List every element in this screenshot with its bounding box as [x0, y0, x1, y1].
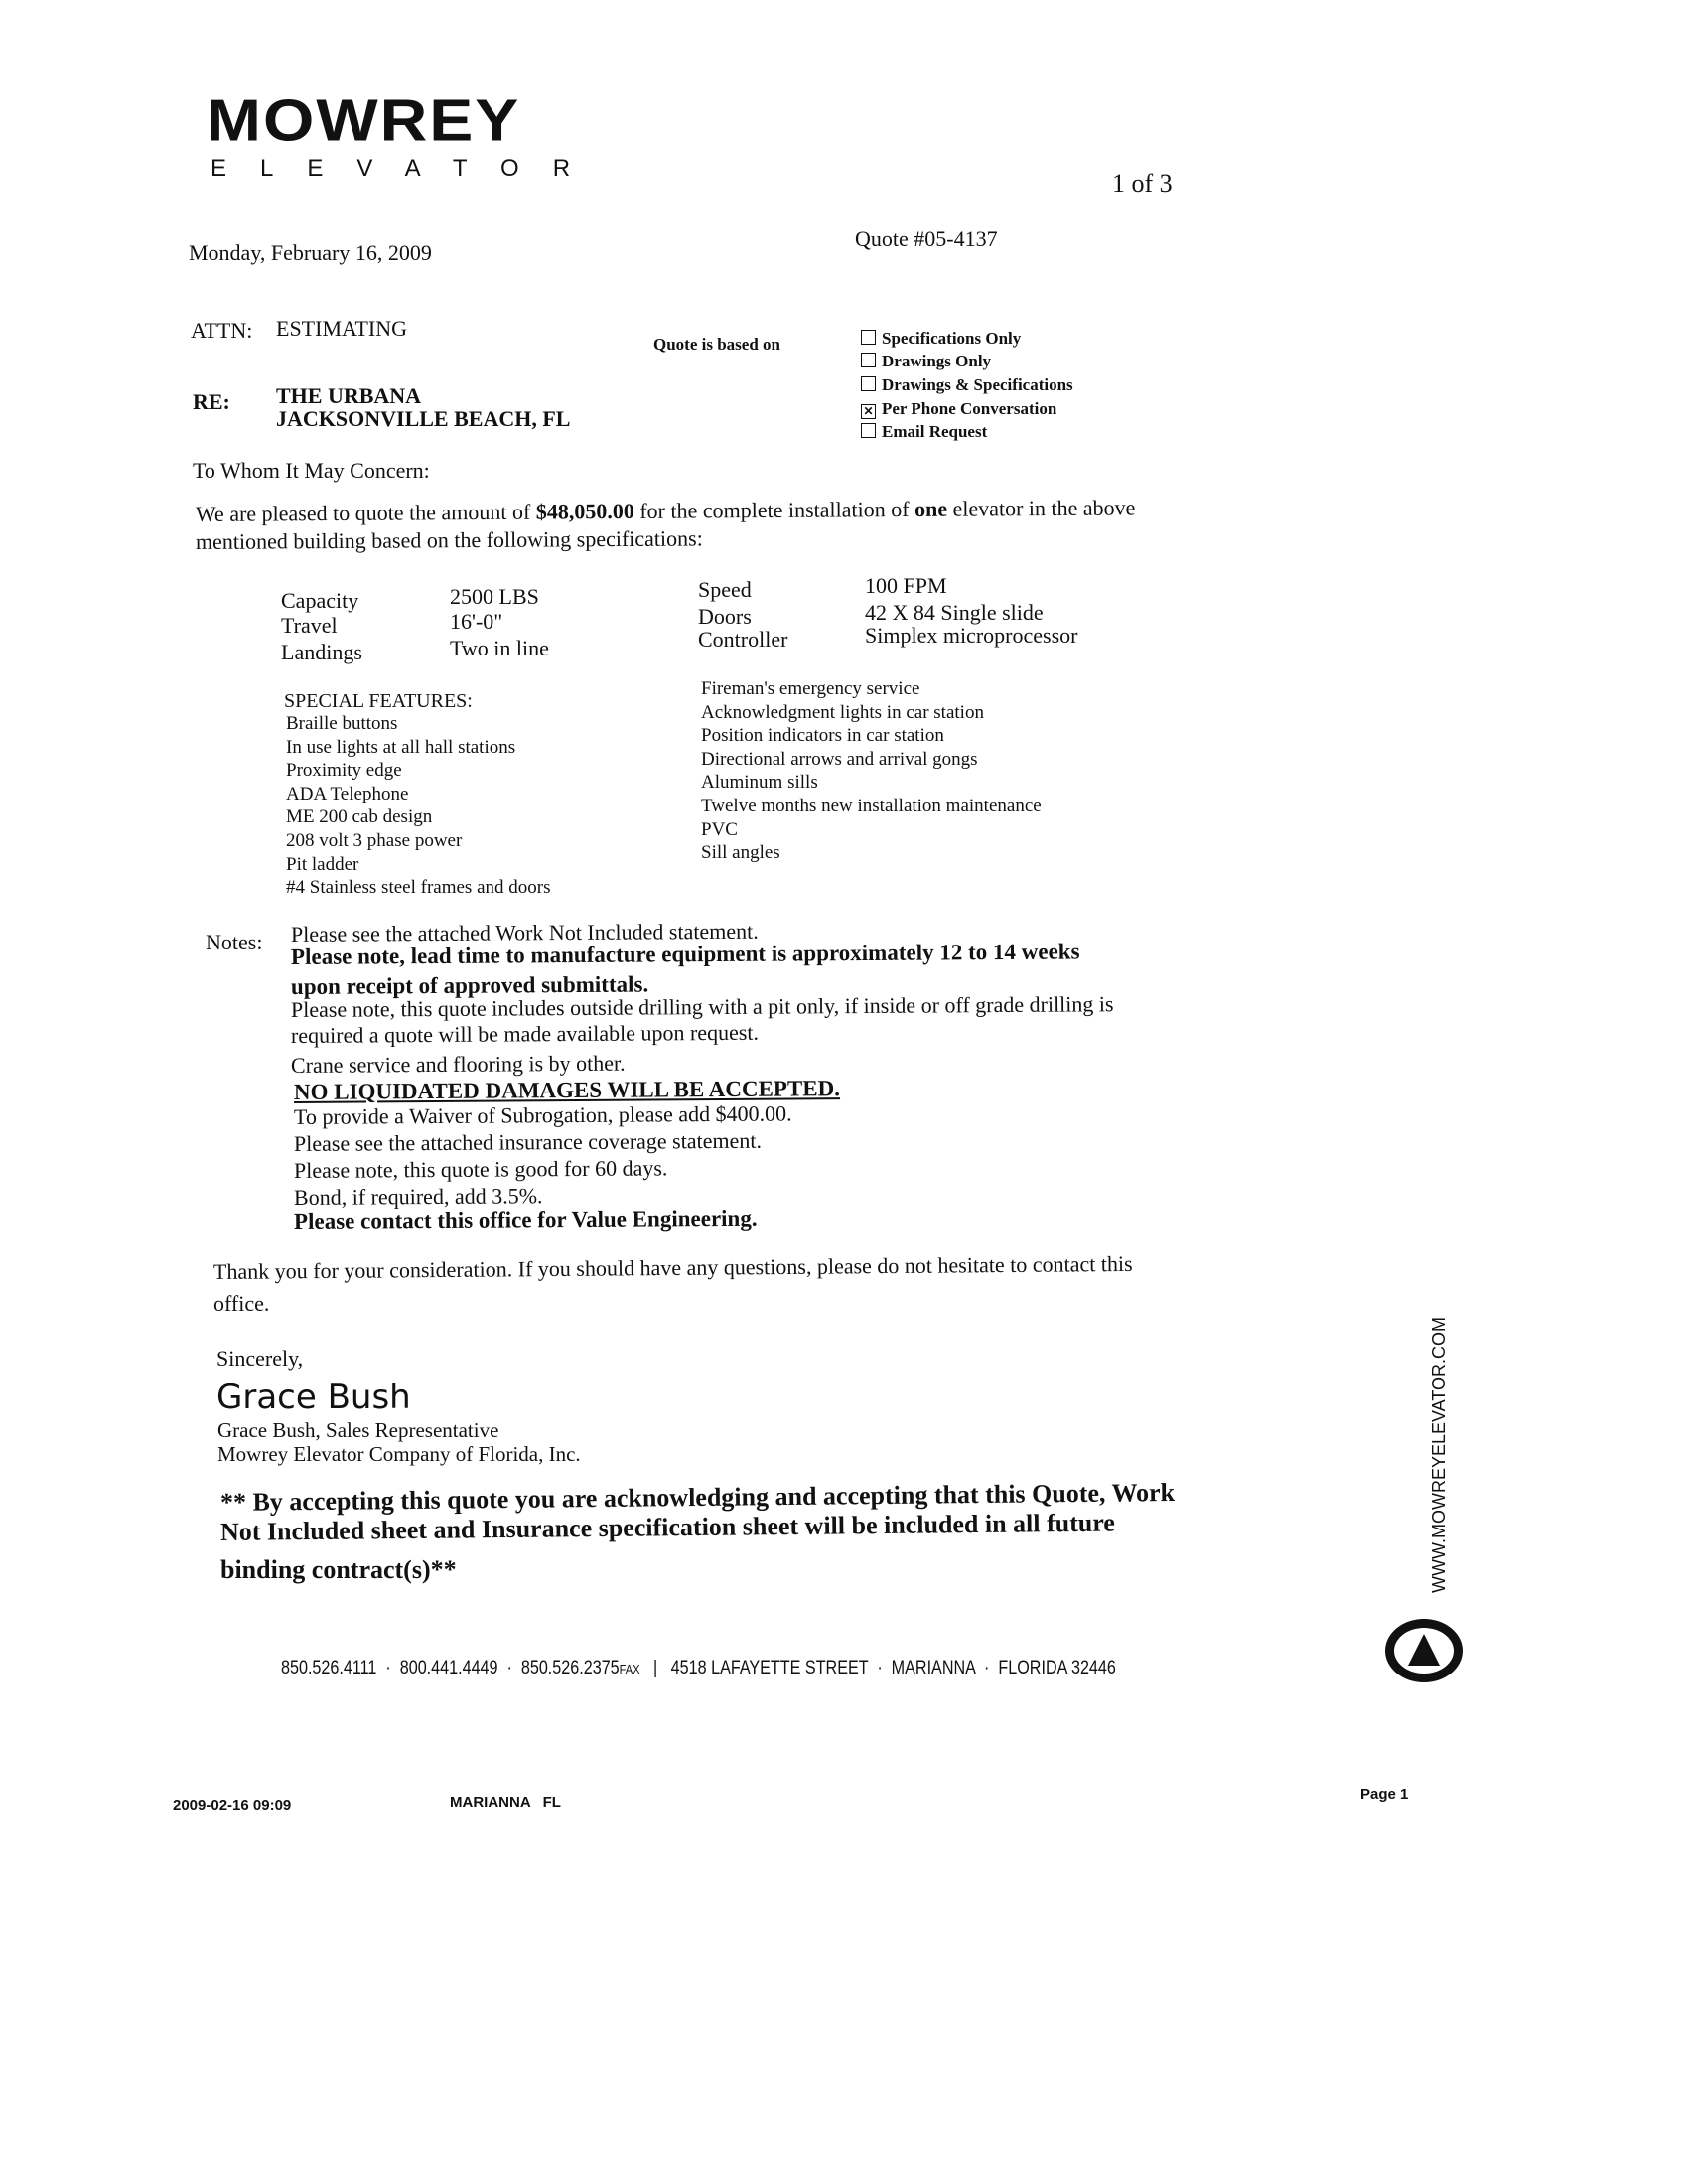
spec-label: Doors [698, 604, 752, 629]
note-line: Please contact this office for Value Engineering. [293, 1205, 758, 1234]
spec-value: 100 FPM [865, 573, 947, 598]
footer-contact: 850.526.4111 · 800.441.4449 · 850.526.2375FAX | 4518 LAFAYETTE STREET · MARIANNA · FLORIDA 32446 [281, 1658, 1116, 1678]
feature-item: ME 200 cab design [286, 806, 433, 828]
closing-line-2: office. [213, 1291, 270, 1316]
intro-line-1 [196, 497, 1136, 525]
spec-value: Simplex microprocessor [865, 623, 1078, 648]
fax-page: Page 1 [1360, 1786, 1409, 1803]
re-line-1: THE URBANA [276, 383, 422, 408]
quote-amount: $48,050.00 [535, 498, 634, 524]
note-line: Please see the attached insurance coverage statement. [293, 1127, 763, 1156]
spec-label: Controller [698, 627, 788, 652]
feature-item: In use lights at all hall stations [286, 736, 516, 758]
feature-item: Braille buttons [286, 713, 398, 734]
footer-state-zip: FLORIDA 32446 [998, 1658, 1116, 1678]
note-line: Crane service and flooring is by other. [290, 1050, 626, 1078]
intro-mid: for the complete installation of [633, 496, 915, 523]
quote-basis-label: Quote is based on [653, 335, 780, 354]
re-label: RE: [193, 389, 230, 414]
fax-location: MARIANNA FL [450, 1794, 561, 1811]
spec-value: 42 X 84 Single slide [865, 600, 1044, 625]
quote-basis-option[interactable] [861, 330, 1021, 347]
notes-label: Notes: [206, 930, 263, 954]
attn-value: ESTIMATING [276, 316, 407, 341]
website: WWW.MOWREYELEVATOR.COM [1429, 1317, 1449, 1593]
quote-basis-option[interactable] [861, 353, 991, 369]
sincerely: Sincerely, [216, 1346, 304, 1371]
quote-basis-option[interactable] [861, 423, 987, 440]
checkbox-icon[interactable] [861, 376, 876, 391]
feature-item: Proximity edge [286, 760, 402, 782]
feature-item: Fireman's emergency service [701, 678, 920, 699]
checkbox-icon[interactable] [861, 423, 876, 438]
quote-basis-option[interactable] [861, 376, 1073, 393]
feature-item: Sill angles [701, 842, 780, 864]
note-line: Please note, this quote is good for 60 days. [293, 1155, 668, 1183]
spec-value: Two in line [450, 636, 549, 660]
option-label: Drawings & Specifications [882, 375, 1073, 394]
attn-label: ATTN: [191, 318, 253, 343]
feature-item: Aluminum sills [701, 772, 818, 794]
feature-item: #4 Stainless steel frames and doors [286, 877, 551, 899]
spec-label: Landings [281, 640, 362, 664]
feature-item: PVC [701, 818, 738, 840]
checkbox-icon[interactable] [861, 353, 876, 367]
note-line: Bond, if required, add 3.5%. [293, 1183, 543, 1210]
note-line: Please note, this quote includes outside drilling with a pit only, if inside or off grade drilling is [290, 991, 1114, 1022]
feature-item: Acknowledgment lights in car station [701, 701, 984, 723]
feature-item: ADA Telephone [286, 783, 409, 804]
acceptance-line-1: ** By accepting this quote you are acknowledging and accepting that this Quote, Work [219, 1477, 1176, 1517]
footer-phone-1: 850.526.4111 [281, 1658, 377, 1678]
signature: Grace Bush [216, 1378, 411, 1417]
note-line: Please note, lead time to manufacture equipment is approximately 12 to 14 weeks [290, 939, 1080, 969]
company-logo: MOWREY [207, 86, 521, 154]
spec-value: 2500 LBS [450, 584, 539, 609]
company-logo-subtitle: ELEVATOR [211, 155, 605, 182]
feature-item: Position indicators in car station [701, 725, 944, 747]
option-label: Email Request [882, 422, 988, 441]
re-line-2: JACKSONVILLE BEACH, FL [276, 406, 571, 431]
feature-item: Twelve months new installation maintenance [701, 796, 1042, 816]
intro-line-2: mentioned building based on the following specifications: [195, 525, 703, 554]
feature-item: 208 volt 3 phase power [286, 830, 463, 851]
footer-city: MARIANNA [891, 1658, 976, 1678]
acceptance-line-2: Not Included sheet and Insurance specification sheet will be included in all future [219, 1508, 1116, 1546]
footer-phone-2: 800.441.4449 [399, 1658, 498, 1678]
option-label: Specifications Only [882, 329, 1022, 348]
note-line: To provide a Waiver of Subrogation, please add $400.00. [293, 1100, 792, 1129]
quote-number: Quote #05-4137 [855, 226, 998, 251]
intro-pre: We are pleased to quote the amount of [195, 499, 536, 526]
footer-fax-label: FAX [619, 1662, 640, 1676]
fax-timestamp: 2009-02-16 09:09 [173, 1797, 292, 1814]
note-line: required a quote will be made available upon request. [290, 1019, 760, 1048]
option-label: Drawings Only [882, 352, 992, 370]
option-label: Per Phone Conversation [882, 399, 1057, 418]
signer-name-title: Grace Bush, Sales Representative [217, 1418, 499, 1442]
letter-date: Monday, February 16, 2009 [189, 240, 432, 265]
signer-company: Mowrey Elevator Company of Florida, Inc. [217, 1442, 581, 1466]
spec-value: 16'-0" [450, 609, 503, 634]
spec-label: Travel [281, 613, 338, 638]
note-line: NO LIQUIDATED DAMAGES WILL BE ACCEPTED. [293, 1076, 841, 1104]
acceptance-line-3: binding contract(s)** [220, 1555, 457, 1584]
page-count: 1 of 3 [1112, 169, 1173, 198]
quote-basis-option[interactable] [861, 400, 1056, 419]
intro-post: elevator in the above [946, 495, 1136, 521]
checked-checkbox-icon[interactable]: ✕ [861, 404, 876, 419]
salutation: To Whom It May Concern: [193, 458, 430, 483]
feature-item: Pit ladder [286, 853, 359, 875]
footer-fax: 850.526.2375 [520, 1658, 620, 1678]
special-features-heading: SPECIAL FEATURES: [284, 690, 473, 712]
note-line: Please see the attached Work Not Included statement. [290, 918, 759, 946]
footer-street: 4518 LAFAYETTE STREET [670, 1658, 869, 1678]
note-line: upon receipt of approved submittals. [290, 971, 649, 999]
feature-item: Directional arrows and arrival gongs [701, 748, 978, 770]
spec-label: Speed [698, 577, 752, 602]
footer-logo-icon [1385, 1619, 1463, 1682]
triangle-icon [1394, 1628, 1454, 1674]
elevator-count: one [914, 496, 948, 521]
closing-line-1: Thank you for your consideration. If you should have any questions, please do not hesitate to contact this [212, 1250, 1133, 1284]
checkbox-icon[interactable] [861, 330, 876, 345]
spec-label: Capacity [281, 588, 359, 613]
